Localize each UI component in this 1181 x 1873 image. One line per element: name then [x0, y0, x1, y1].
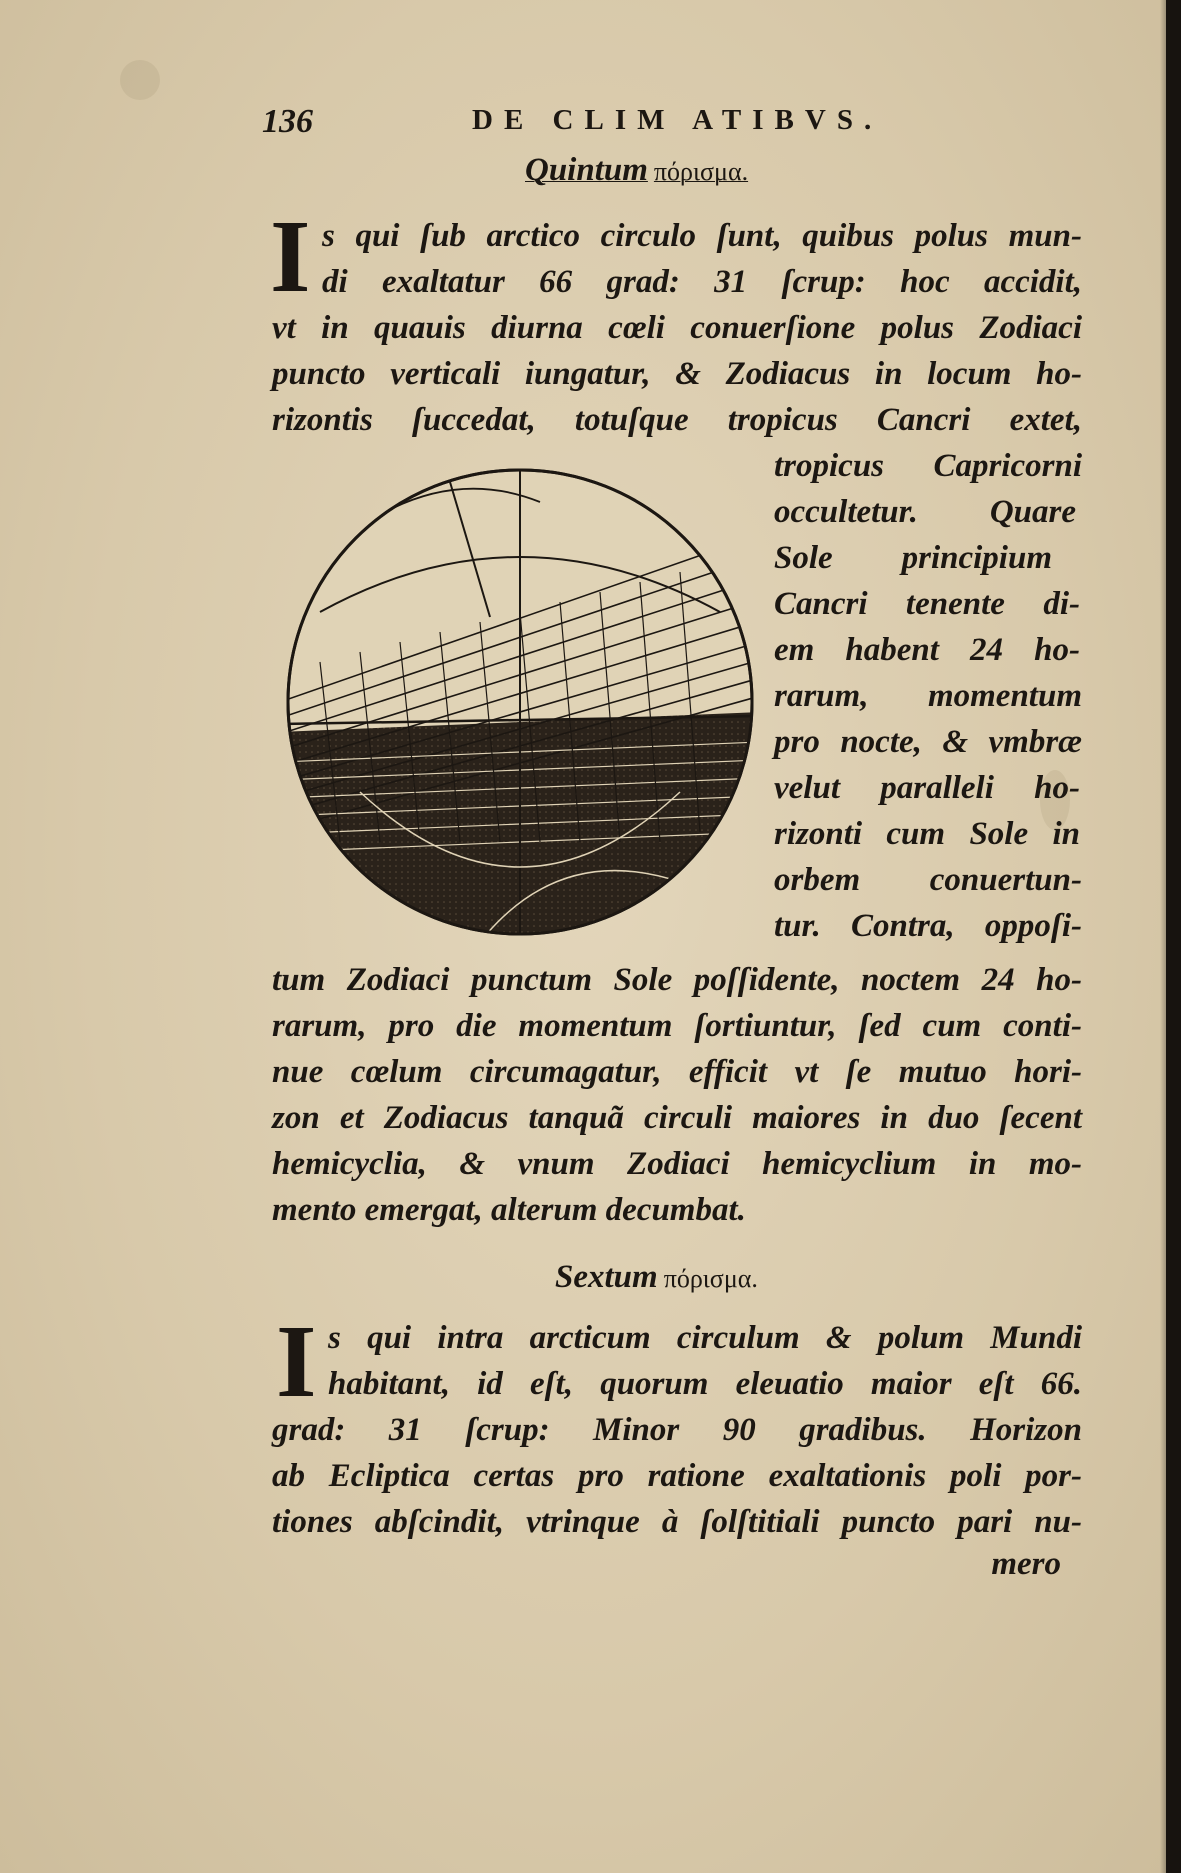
text-line: di exaltatur 66 grad: 31 ſcrup: hoc accidit, — [322, 264, 1082, 300]
text-line: grad: 31 ſcrup: Minor 90 gradibus. Horizon — [272, 1412, 1082, 1448]
text-line: hemicyclia, & vnum Zodiaci hemicyclium in mo- — [272, 1146, 1082, 1182]
armillary-sphere-diagram-icon — [280, 462, 760, 942]
section-heading-sextum — [555, 1259, 758, 1296]
text-line: nue cœlum circumagatur, efficit vt ſe mutuo hori- — [272, 1054, 1082, 1090]
text-line: tur. Contra, oppoſi- — [774, 908, 1082, 944]
text-line: rarum, pro die momentum ſortiuntur, ſed cum conti- — [272, 1008, 1082, 1044]
heading-greek: πόρισμα. — [663, 1264, 758, 1293]
text-line: pro nocte, & vmbræ — [774, 724, 1082, 760]
heading-text: Quintum — [525, 152, 648, 188]
text-line: em habent 24 ho- — [774, 632, 1080, 668]
text-line: mento emergat, alterum decumbat. — [272, 1192, 746, 1228]
text-line: Sole principium — [774, 540, 1052, 576]
text-line: rizonti cum Sole in — [774, 816, 1080, 852]
text-line: vt in quauis diurna cœli conuerſione polus Zodiaci — [272, 310, 1082, 346]
text-line: puncto verticali iungatur, & Zodiacus in locum ho- — [272, 356, 1082, 392]
text-line: rarum, momentum — [774, 678, 1082, 714]
text-line: ab Ecliptica certas pro ratione exaltationis poli por- — [272, 1458, 1082, 1494]
drop-capital: I — [276, 1304, 317, 1419]
text-line: tum Zodiaci punctum Sole poſſidente, noctem 24 ho- — [272, 962, 1082, 998]
text-line: orbem conuertun- — [774, 862, 1082, 898]
running-head: DE CLIM ATIBVS. — [472, 104, 883, 136]
heading-text: Sextum — [555, 1259, 658, 1295]
catchword: mero — [991, 1546, 1061, 1582]
text-line: rizontis ſuccedat, totuſque tropicus Cancri extet, — [272, 402, 1082, 438]
section-heading-quintum — [525, 152, 748, 189]
sphere-svg — [280, 462, 760, 942]
text-line: Cancri tenente di- — [774, 586, 1080, 622]
page-number: 136 — [262, 103, 313, 140]
text-line: velut paralleli ho- — [774, 770, 1080, 806]
drop-capital: I — [270, 199, 311, 314]
text-line: s qui intra arcticum circulum & polum Mundi — [328, 1320, 1082, 1356]
paper-stain — [120, 60, 160, 100]
text-line: occultetur. Quare — [774, 494, 1076, 530]
text-line: s qui ſub arctico circulo ſunt, quibus polus mun- — [322, 218, 1082, 254]
text-line: tropicus Capricorni — [774, 448, 1082, 484]
text-line: zon et Zodiacus tanquã circuli maiores in duo ſecent — [272, 1100, 1082, 1136]
text-line: tiones abſcindit, vtrinque à ſolſtitiali puncto pari nu- — [272, 1504, 1082, 1540]
text-line: habitant, id eſt, quorum eleuatio maior eſt 66. — [328, 1366, 1082, 1402]
page-edge — [1166, 0, 1181, 1873]
heading-greek: πόρισμα. — [653, 157, 749, 186]
